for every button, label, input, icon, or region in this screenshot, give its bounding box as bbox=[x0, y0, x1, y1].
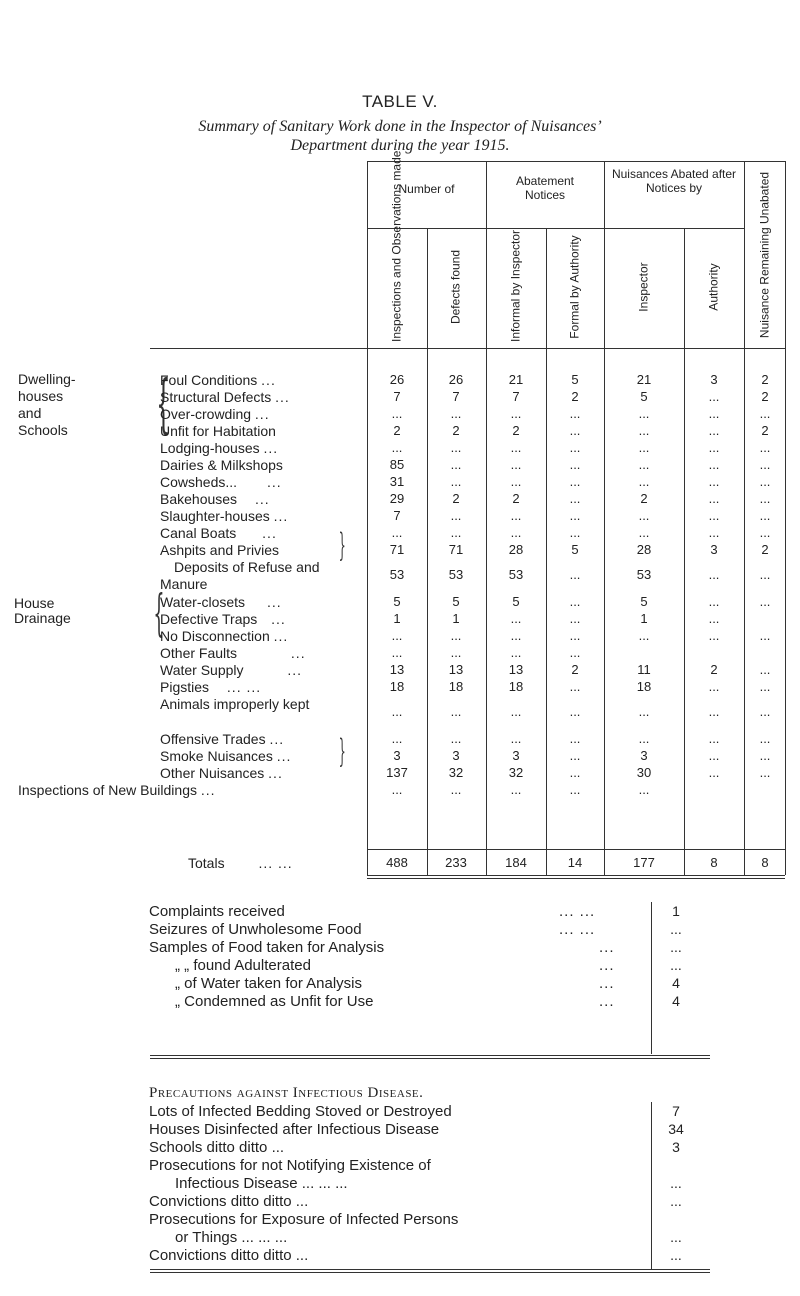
section-dwelling-4: Schools bbox=[18, 422, 68, 438]
table-cell: ... bbox=[638, 423, 650, 438]
table-cell: ... bbox=[759, 594, 771, 609]
col-divider-2 bbox=[486, 161, 487, 875]
table-cell: 13 bbox=[389, 662, 405, 677]
table-cell: 18 bbox=[508, 679, 524, 694]
table-cell: ... bbox=[569, 474, 581, 489]
table-cell: ... bbox=[759, 474, 771, 489]
table-cell: 28 bbox=[636, 542, 652, 557]
table-cell: 2 bbox=[761, 372, 769, 387]
table-cell: ... bbox=[638, 525, 650, 540]
table-cell: ... bbox=[569, 645, 581, 660]
precaution-value: 34 bbox=[668, 1121, 684, 1137]
table-cell: 2 bbox=[761, 389, 769, 404]
lower-value-complaints: 1 bbox=[672, 903, 680, 919]
table-cell: ... bbox=[450, 406, 462, 421]
table-title: TABLE V. bbox=[362, 92, 438, 111]
brace-dwelling: { bbox=[156, 367, 171, 441]
precautions-divider bbox=[651, 1102, 652, 1270]
precaution-label: Schools ditto ditto ... bbox=[149, 1139, 285, 1156]
table-cell: ... bbox=[759, 457, 771, 472]
precaution-value: ... bbox=[670, 1193, 682, 1209]
row-label-disconnection: No Disconnection ... bbox=[160, 628, 289, 644]
subtitle-line-2: Department during the year 1915. bbox=[290, 137, 510, 154]
totals-cell: 8 bbox=[710, 855, 718, 870]
table-cell: ... bbox=[510, 457, 522, 472]
brace-drainage: { bbox=[153, 584, 165, 642]
table-cell: 5 bbox=[571, 542, 579, 557]
table-cell: 18 bbox=[448, 679, 464, 694]
precaution-label: Convictions ditto ditto ... bbox=[149, 1193, 309, 1210]
table-cell: ... bbox=[510, 474, 522, 489]
row-label-offensive: Offensive Trades ... bbox=[160, 731, 285, 747]
precaution-label: Prosecutions for not Notifying Existence of bbox=[149, 1157, 431, 1174]
row-label-foul: Foul Conditions ... bbox=[160, 372, 276, 388]
precautions-rule-2 bbox=[150, 1272, 710, 1273]
table-cell: 32 bbox=[448, 765, 464, 780]
table-cell: ... bbox=[638, 628, 650, 643]
table-cell: ... bbox=[569, 704, 581, 719]
precaution-label: or Things ... ... ... bbox=[175, 1229, 288, 1246]
table-cell: ... bbox=[569, 440, 581, 455]
table-cell: 7 bbox=[512, 389, 520, 404]
row-label-othernuisances: Other Nuisances ... bbox=[160, 765, 283, 781]
row-label-pigsties: Pigsties ... ... bbox=[160, 679, 262, 695]
table-cell: ... bbox=[759, 628, 771, 643]
precaution-value: ... bbox=[670, 1229, 682, 1245]
lower-value-samples: ... bbox=[670, 939, 682, 955]
table-cell: 3 bbox=[452, 748, 460, 763]
table-cell: ... bbox=[759, 491, 771, 506]
table-cell: 1 bbox=[393, 611, 401, 626]
table-cell: 53 bbox=[508, 567, 524, 582]
table-cell: ... bbox=[759, 525, 771, 540]
table-cell: ... bbox=[759, 567, 771, 582]
table-cell: ... bbox=[708, 440, 720, 455]
lower-label-complaints: Complaints received ... ... bbox=[149, 903, 596, 920]
summary-rule-2 bbox=[150, 1058, 710, 1059]
table-cell: 5 bbox=[640, 594, 648, 609]
table-cell: ... bbox=[708, 423, 720, 438]
table-cell: ... bbox=[391, 525, 403, 540]
table-cell: 2 bbox=[640, 491, 648, 506]
table-cell: ... bbox=[391, 645, 403, 660]
table-cell: 2 bbox=[571, 662, 579, 677]
lower-value-condemned: 4 bbox=[672, 993, 680, 1009]
row-label-waterclosets: Water-closets ... bbox=[160, 594, 282, 610]
totals-top-rule bbox=[367, 849, 785, 850]
brace-deposits: } bbox=[338, 526, 346, 564]
table-cell: ... bbox=[708, 765, 720, 780]
lower-label-seizures: Seizures of Unwholesome Food ... ... bbox=[149, 921, 596, 938]
table-cell: 137 bbox=[386, 765, 408, 780]
table-cell: ... bbox=[708, 704, 720, 719]
table-cell: ... bbox=[510, 731, 522, 746]
table-cell: ... bbox=[391, 628, 403, 643]
totals-bottom-rule bbox=[367, 875, 785, 876]
table-cell: ... bbox=[708, 679, 720, 694]
table-cell: 2 bbox=[761, 542, 769, 557]
col-header-formal: Formal by Authority bbox=[567, 235, 582, 339]
table-cell: 5 bbox=[393, 594, 401, 609]
table-cell: 2 bbox=[512, 491, 520, 506]
lower-value-adulterated: ... bbox=[670, 957, 682, 973]
totals-bottom-rule-2 bbox=[367, 878, 785, 879]
totals-cell: 233 bbox=[445, 855, 467, 870]
lower-label-adulterated: „ „ found Adulterated ... bbox=[175, 957, 615, 974]
table-cell: ... bbox=[569, 611, 581, 626]
table-cell: ... bbox=[391, 440, 403, 455]
table-cell: ... bbox=[569, 748, 581, 763]
table-cell: ... bbox=[569, 765, 581, 780]
table-cell: ... bbox=[759, 662, 771, 677]
summary-divider bbox=[651, 902, 652, 1054]
table-cell: ... bbox=[510, 525, 522, 540]
group-underline bbox=[367, 228, 744, 229]
table-cell: 53 bbox=[636, 567, 652, 582]
table-cell: ... bbox=[759, 704, 771, 719]
group-abatement: Abatement Notices bbox=[515, 174, 575, 202]
table-cell: ... bbox=[569, 594, 581, 609]
table-cell: 2 bbox=[512, 423, 520, 438]
table-cell: 5 bbox=[452, 594, 460, 609]
table-cell: 5 bbox=[640, 389, 648, 404]
table-cell: ... bbox=[569, 525, 581, 540]
table-cell: ... bbox=[569, 406, 581, 421]
table-cell: ... bbox=[450, 628, 462, 643]
table-cell: ... bbox=[450, 457, 462, 472]
row-label-newbuildings: Inspections of New Buildings ... bbox=[18, 782, 216, 798]
table-cell: 2 bbox=[452, 423, 460, 438]
table-cell: ... bbox=[391, 782, 403, 797]
table-cell: 2 bbox=[452, 491, 460, 506]
table-cell: ... bbox=[569, 457, 581, 472]
brace-animals: } bbox=[338, 732, 346, 770]
row-label-dairies: Dairies & Milkshops bbox=[160, 457, 283, 473]
table-cell: 13 bbox=[448, 662, 464, 677]
table-cell: 2 bbox=[571, 389, 579, 404]
table-cell: ... bbox=[391, 731, 403, 746]
col-header-authority: Authority bbox=[706, 263, 721, 311]
table-cell: ... bbox=[569, 508, 581, 523]
row-label-lodging: Lodging-houses ... bbox=[160, 440, 279, 456]
col-divider-7 bbox=[785, 161, 786, 875]
col-header-defects: Defects found bbox=[448, 249, 463, 325]
table-cell: ... bbox=[638, 704, 650, 719]
precaution-value: ... bbox=[670, 1247, 682, 1263]
section-drainage: Drainage bbox=[14, 610, 71, 626]
table-cell: ... bbox=[759, 406, 771, 421]
table-cell: ... bbox=[708, 508, 720, 523]
row-label-totals: Totals ... ... bbox=[188, 855, 293, 871]
totals-cell: 488 bbox=[386, 855, 408, 870]
table-cell: 5 bbox=[512, 594, 520, 609]
table-subtitle bbox=[0, 117, 800, 155]
precaution-value: 3 bbox=[672, 1139, 680, 1155]
group-number-of: Number of bbox=[398, 182, 455, 196]
table-cell: ... bbox=[708, 628, 720, 643]
table-cell: ... bbox=[708, 748, 720, 763]
stub-rule bbox=[150, 348, 250, 349]
row-label-overcrowding: Over-crowding ... bbox=[160, 406, 270, 422]
table-cell: ... bbox=[450, 474, 462, 489]
precaution-label: Houses Disinfected after Infectious Disease bbox=[149, 1121, 440, 1138]
table-cell: 7 bbox=[393, 508, 401, 523]
table-cell: 53 bbox=[448, 567, 464, 582]
table-cell: 21 bbox=[636, 372, 652, 387]
section-dwelling-3: and bbox=[18, 405, 42, 421]
table-cell: ... bbox=[569, 782, 581, 797]
col-divider-1 bbox=[427, 228, 428, 875]
col-divider-3 bbox=[546, 228, 547, 875]
table-cell: ... bbox=[638, 406, 650, 421]
table-cell: 71 bbox=[389, 542, 405, 557]
table-cell: ... bbox=[510, 611, 522, 626]
section-house: House bbox=[14, 595, 55, 611]
row-label-watersupply: Water Supply ... bbox=[160, 662, 303, 678]
section-dwelling-1: Dwelling- bbox=[18, 371, 76, 387]
table-cell: ... bbox=[569, 567, 581, 582]
table-cell: ... bbox=[450, 525, 462, 540]
table-top-rule bbox=[367, 161, 785, 162]
table-cell: ... bbox=[510, 645, 522, 660]
table-cell: ... bbox=[759, 440, 771, 455]
table-cell: 18 bbox=[389, 679, 405, 694]
table-cell: ... bbox=[638, 474, 650, 489]
col-header-inspections: Inspections and Observations made bbox=[389, 150, 404, 342]
table-cell: 30 bbox=[636, 765, 652, 780]
table-cell: ... bbox=[759, 508, 771, 523]
table-cell: ... bbox=[759, 679, 771, 694]
row-label-cowsheds: Cowsheds... ... bbox=[160, 474, 282, 490]
subtitle-line-1: Summary of Sanitary Work done in the Inspector of Nuisances’ bbox=[198, 118, 602, 135]
table-cell: 26 bbox=[389, 372, 405, 387]
table-cell: ... bbox=[391, 704, 403, 719]
table-cell: ... bbox=[759, 748, 771, 763]
precaution-label: Convictions ditto ditto ... bbox=[149, 1247, 309, 1264]
table-cell: 32 bbox=[508, 765, 524, 780]
table-cell: ... bbox=[450, 731, 462, 746]
row-label-traps: Defective Traps ... bbox=[160, 611, 286, 627]
table-cell: 11 bbox=[637, 662, 651, 677]
table-cell: ... bbox=[569, 423, 581, 438]
table-cell: ... bbox=[708, 594, 720, 609]
table-cell: ... bbox=[391, 406, 403, 421]
table-cell: ... bbox=[450, 508, 462, 523]
table-cell: ... bbox=[569, 491, 581, 506]
table-cell: ... bbox=[708, 525, 720, 540]
table-cell: ... bbox=[510, 782, 522, 797]
table-cell: ... bbox=[510, 440, 522, 455]
lower-value-seizures: ... bbox=[670, 921, 682, 937]
lower-label-condemned: „ Condemned as Unfit for Use ... bbox=[175, 993, 615, 1010]
table-cell: ... bbox=[510, 704, 522, 719]
table-cell: 71 bbox=[448, 542, 464, 557]
row-label-bakehouses: Bakehouses ... bbox=[160, 491, 270, 507]
totals-cell: 184 bbox=[505, 855, 527, 870]
table-cell: ... bbox=[708, 567, 720, 582]
table-cell: 53 bbox=[389, 567, 405, 582]
table-cell: ... bbox=[638, 731, 650, 746]
col-header-inspector: Inspector bbox=[636, 262, 651, 312]
row-label-deposits: Deposits of Refuse and Manure bbox=[160, 559, 320, 592]
precaution-value: 7 bbox=[672, 1103, 680, 1119]
table-cell: ... bbox=[510, 508, 522, 523]
table-cell: ... bbox=[638, 782, 650, 797]
precaution-value: ... bbox=[670, 1175, 682, 1191]
table-cell: ... bbox=[450, 645, 462, 660]
table-cell: 1 bbox=[640, 611, 648, 626]
row-label-canal: Canal Boats ... bbox=[160, 525, 277, 541]
lower-value-water: 4 bbox=[672, 975, 680, 991]
table-cell: 2 bbox=[761, 423, 769, 438]
summary-rule bbox=[150, 1055, 710, 1056]
precaution-label: Prosecutions for Exposure of Infected Persons bbox=[149, 1211, 459, 1228]
table-cell: ... bbox=[708, 474, 720, 489]
col-divider-4 bbox=[604, 161, 605, 875]
col-divider-5 bbox=[684, 228, 685, 875]
row-label-animals: Animals improperly kept bbox=[160, 696, 310, 712]
table-cell: ... bbox=[510, 406, 522, 421]
table-cell: 5 bbox=[571, 372, 579, 387]
table-cell: 85 bbox=[389, 457, 405, 472]
col-header-remaining: Nuisance Remaining Unabated bbox=[757, 171, 772, 339]
table-cell: ... bbox=[708, 406, 720, 421]
table-cell: ... bbox=[450, 782, 462, 797]
table-cell: ... bbox=[708, 389, 720, 404]
table-cell: 28 bbox=[508, 542, 524, 557]
table-cell: 7 bbox=[452, 389, 460, 404]
table-cell: ... bbox=[708, 491, 720, 506]
table-cell: ... bbox=[759, 731, 771, 746]
table-cell: ... bbox=[638, 457, 650, 472]
table-cell: 29 bbox=[389, 491, 405, 506]
table-cell: 18 bbox=[636, 679, 652, 694]
table-cell: 3 bbox=[512, 748, 520, 763]
table-cell: ... bbox=[708, 611, 720, 626]
row-label-smoke: Smoke Nuisances ... bbox=[160, 748, 292, 764]
row-label-structural: Structural Defects ... bbox=[160, 389, 290, 405]
table-cell: 2 bbox=[393, 423, 401, 438]
group-abated: Nuisances Abated after Notices by bbox=[611, 167, 737, 195]
table-cell: 2 bbox=[710, 662, 718, 677]
table-cell: 31 bbox=[389, 474, 405, 489]
table-cell: ... bbox=[638, 440, 650, 455]
row-label-otherfaults: Other Faults ... bbox=[160, 645, 306, 661]
table-cell: ... bbox=[569, 628, 581, 643]
col-header-informal: Informal by Inspector bbox=[508, 229, 523, 342]
table-cell: 3 bbox=[393, 748, 401, 763]
table-cell: 3 bbox=[710, 372, 718, 387]
table-cell: 1 bbox=[452, 611, 460, 626]
table-cell: 7 bbox=[393, 389, 401, 404]
table-cell: ... bbox=[638, 508, 650, 523]
table-cell: ... bbox=[510, 628, 522, 643]
precautions-rule bbox=[150, 1269, 710, 1270]
section-dwelling-2: houses bbox=[18, 388, 64, 404]
totals-cell: 8 bbox=[761, 855, 769, 870]
row-label-ashpits: Ashpits and Privies bbox=[160, 542, 280, 558]
table-cell: ... bbox=[569, 731, 581, 746]
table-cell: 26 bbox=[448, 372, 464, 387]
table-cell: ... bbox=[450, 704, 462, 719]
table-cell: ... bbox=[708, 457, 720, 472]
table-cell: 13 bbox=[508, 662, 524, 677]
precautions-heading: Precautions against Infectious Disease. bbox=[149, 1085, 424, 1101]
table-cell: ... bbox=[569, 679, 581, 694]
lower-label-water: „ of Water taken for Analysis ... bbox=[175, 975, 615, 992]
lower-label-samples: Samples of Food taken for Analysis ... bbox=[149, 939, 615, 956]
table-cell: 3 bbox=[710, 542, 718, 557]
col-divider-0 bbox=[367, 161, 368, 875]
row-label-slaughter: Slaughter-houses ... bbox=[160, 508, 289, 524]
table-cell: ... bbox=[450, 440, 462, 455]
table-cell: 21 bbox=[508, 372, 524, 387]
totals-cell: 14 bbox=[567, 855, 583, 870]
table-cell: ... bbox=[708, 731, 720, 746]
table-cell: 3 bbox=[640, 748, 648, 763]
row-label-unfit: Unfit for Habitation bbox=[160, 423, 276, 439]
table-cell: ... bbox=[759, 765, 771, 780]
precaution-label: Infectious Disease ... ... ... bbox=[175, 1175, 348, 1192]
totals-cell: 177 bbox=[633, 855, 655, 870]
precaution-label: Lots of Infected Bedding Stoved or Destroyed bbox=[149, 1103, 452, 1120]
